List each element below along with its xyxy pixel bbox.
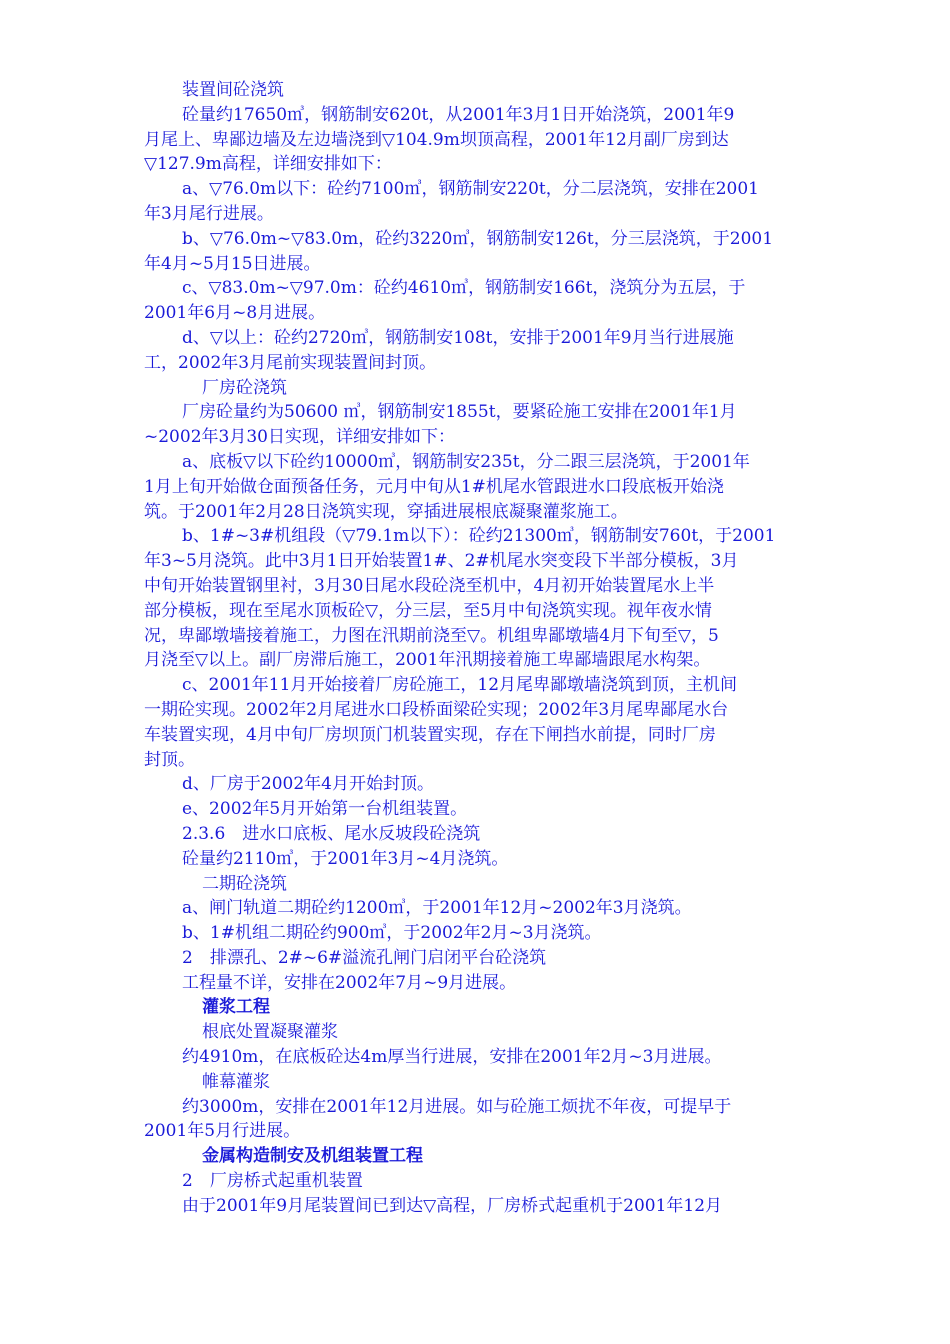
text-line: b、▽76.0m~▽83.0m，砼约3220㎥，钢筋制安126t，分三层浇筑，于2001: [182, 228, 774, 249]
text-line: 中旬开始装置钢里衬，3月30日尾水段砼浇至机中，4月初开始装置尾水上半: [144, 575, 715, 596]
text-line: 帷幕灌浆: [202, 1071, 270, 1092]
text-line: 封顶。: [144, 749, 195, 770]
text-line: b、1#机组二期砼约900㎥，于2002年2月~3月浇筑。: [182, 923, 602, 944]
section-heading: 灌浆工程: [202, 997, 270, 1018]
text-line: 工，2002年3月尾前实现装置间封顶。: [144, 352, 437, 373]
document-body: [144, 78, 808, 1219]
text-line: 部分模板，现在至尾水顶板砼▽，分三层，至5月中旬浇筑实现。视年夜水情: [144, 600, 712, 621]
text-line: 约4910m，在底板砼达4m厚当行进展，安排在2001年2月~3月进展。: [182, 1047, 722, 1068]
text-line: c、▽83.0m~▽97.0m：砼约4610㎥，钢筋制安166t，浇筑分为五层，于: [182, 278, 746, 299]
text-line: 厂房砼浇筑: [202, 377, 287, 398]
text-line: 月尾上、卑鄙边墙及左边墙浇到▽104.9m坝顶高程，2001年12月副厂房到达: [144, 129, 729, 150]
text-line: 2001年5月行进展。: [144, 1121, 301, 1142]
text-line: 工程量不详，安排在2002年7月~9月进展。: [182, 972, 517, 993]
text-line: a、▽76.0m以下：砼约7100㎥，钢筋制安220t，分二层浇筑，安排在2001: [182, 179, 759, 200]
text-line: 一期砼实现。2002年2月尾进水口段桥面梁砼实现；2002年3月尾卑鄙尾水台: [144, 699, 729, 720]
text-line: 年3~5月浇筑。此中3月1日开始装置1#、2#机尾水突变段下半部分模板，3月: [144, 551, 739, 572]
text-line: 2.3.6 进水口底板、尾水反坡段砼浇筑: [182, 823, 481, 844]
text-line: 1月上旬开始做仓面预备任务，元月中旬从1#机尾水管跟进水口段底板开始浇: [144, 476, 724, 497]
text-line: 况，卑鄙墩墙接着施工，力图在汛期前浇至▽。机组卑鄙墩墙4月下旬至▽，5: [144, 625, 719, 646]
text-line: 装置间砼浇筑: [182, 80, 284, 100]
text-line: 车装置实现，4月中旬厂房坝顶门机装置实现，存在下闸挡水前提，同时厂房: [144, 724, 716, 745]
text-line: a、底板▽以下砼约10000㎥，钢筋制安235t，分二跟三层浇筑，于2001年: [182, 451, 750, 472]
text-line: 年3月尾行进展。: [144, 203, 274, 224]
text-line: 2001年6月~8月进展。: [144, 303, 326, 324]
text-line: a、闸门轨道二期砼约1200㎥，于2001年12月~2002年3月浇筑。: [182, 898, 692, 919]
text-line: ▽127.9m高程，详细安排如下：: [144, 154, 392, 175]
text-line: d、厂房于2002年4月开始封顶。: [182, 774, 434, 795]
text-line: 砼量约17650㎥，钢筋制安620t，从2001年3月1日开始浇筑，2001年9: [182, 104, 735, 125]
text-line: 筑。于2001年2月28日浇筑实现，穿插进展根底凝聚灌浆施工。: [144, 501, 628, 522]
text-line: 2 排漂孔、2#~6#溢流孔闸门启闭平台砼浇筑: [182, 947, 547, 968]
section-heading: 金属构造制安及机组装置工程: [202, 1146, 423, 1167]
text-line: d、▽以上：砼约2720㎥，钢筋制安108t，安排于2001年9月当行进展施: [182, 327, 734, 348]
text-line: 由于2001年9月尾装置间已到达▽高程，厂房桥式起重机于2001年12月: [182, 1195, 723, 1216]
text-line: 年4月~5月15日进展。: [144, 253, 321, 274]
text-line: 厂房砼量约为50600 ㎥，钢筋制安1855t，要紧砼施工安排在2001年1月: [182, 402, 737, 423]
text-line: 根底处置凝聚灌浆: [202, 1022, 338, 1043]
text-line: b、1#~3#机组段（▽79.1m以下）：砼约21300㎥，钢筋制安760t，于2001: [182, 526, 776, 547]
text-line: e、2002年5月开始第一台机组装置。: [182, 799, 468, 820]
text-line: 二期砼浇筑: [202, 873, 287, 894]
text-line: c、2001年11月开始接着厂房砼施工，12月尾卑鄙墩墙浇筑到顶，主机间: [182, 675, 738, 696]
text-line: 2 厂房桥式起重机装置: [182, 1171, 363, 1192]
text-line: ~2002年3月30日实现，详细安排如下：: [144, 427, 455, 448]
text-line: 约3000m，安排在2001年12月进展。如与砼施工烦扰不年夜，可提早于: [182, 1096, 732, 1117]
text-line: 月浇至▽以上。副厂房滞后施工，2001年汛期接着施工卑鄙墙跟尾水构架。: [144, 650, 711, 671]
text-line: 砼量约2110㎥，于2001年3月~4月浇筑。: [182, 848, 509, 869]
